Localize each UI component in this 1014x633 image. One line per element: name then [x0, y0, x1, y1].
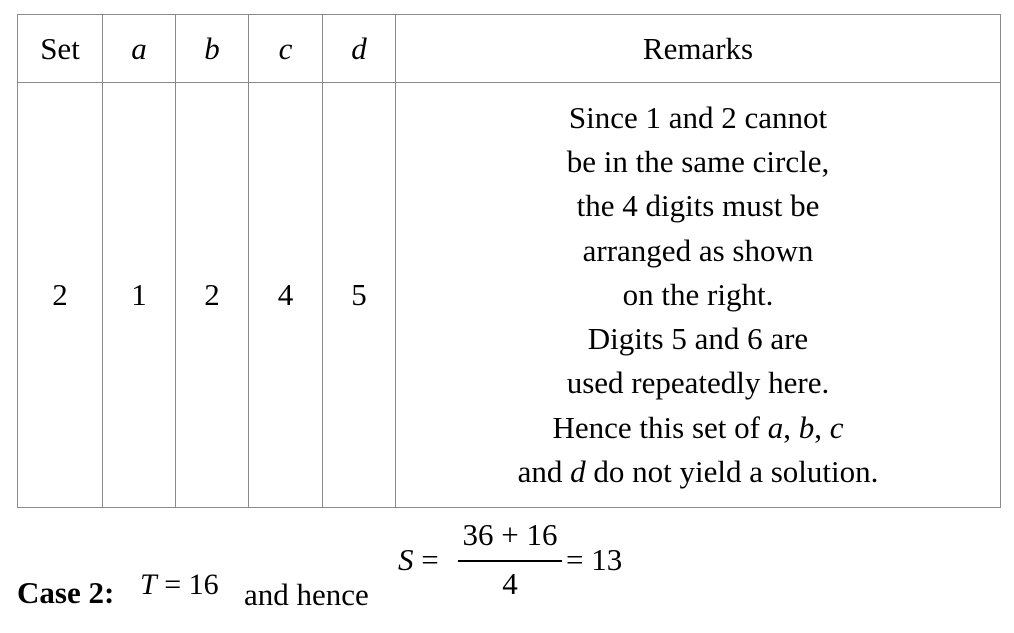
header-a: a [103, 15, 176, 83]
s-variable: S [398, 542, 414, 577]
cell-set: 2 [18, 83, 103, 508]
var-b: b [798, 409, 815, 445]
remarks-line: Digits 5 and 6 are [587, 321, 809, 357]
header-d: d [323, 15, 396, 83]
remarks-text: do not yield a solution. [593, 453, 879, 489]
header-set: Set [18, 15, 103, 83]
remarks-line: be in the same circle, [566, 144, 830, 180]
var-a: a [767, 409, 784, 445]
cell-c: 4 [249, 83, 323, 508]
header-remarks: Remarks [396, 15, 1001, 83]
remarks-line: Since 1 and 2 cannot [568, 100, 828, 136]
fraction-denominator: 4 [502, 566, 518, 601]
solution-table [17, 14, 1001, 508]
t-variable: T [140, 568, 157, 601]
var-c: c [829, 409, 844, 445]
cell-b: 2 [176, 83, 249, 508]
cell-d: 5 [323, 83, 396, 508]
remarks-line-final [396, 450, 1000, 494]
connector-text: and hence [244, 577, 369, 612]
case-label: Case 2: [17, 575, 115, 610]
s-result: 13 [591, 542, 623, 577]
s-lhs: S = [398, 542, 439, 577]
cell-a: 1 [103, 83, 176, 508]
remarks-text: and [517, 453, 563, 489]
fraction-bar [458, 560, 562, 562]
var-d: d [570, 453, 586, 489]
remarks-text: Hence this set of [552, 409, 760, 445]
cell-remarks [396, 83, 1001, 508]
table-row [18, 83, 1001, 508]
s-rhs: = 13 [566, 542, 623, 577]
header-c: c [249, 15, 323, 83]
remarks-line: on the right. [622, 276, 774, 312]
remarks-line: the 4 digits must be [576, 188, 820, 224]
s-equation [398, 517, 638, 607]
header-b: b [176, 15, 249, 83]
remarks-line: arranged as shown [582, 232, 814, 268]
fraction-numerator: 36 + 16 [462, 517, 558, 552]
t-equation: T = 16 [140, 568, 219, 601]
table-header-row [18, 15, 1001, 83]
t-value: 16 [188, 568, 219, 601]
remarks-line-vars: Hence this set of a, b, c [552, 409, 844, 445]
remarks-line: used repeatedly here. [566, 365, 830, 401]
